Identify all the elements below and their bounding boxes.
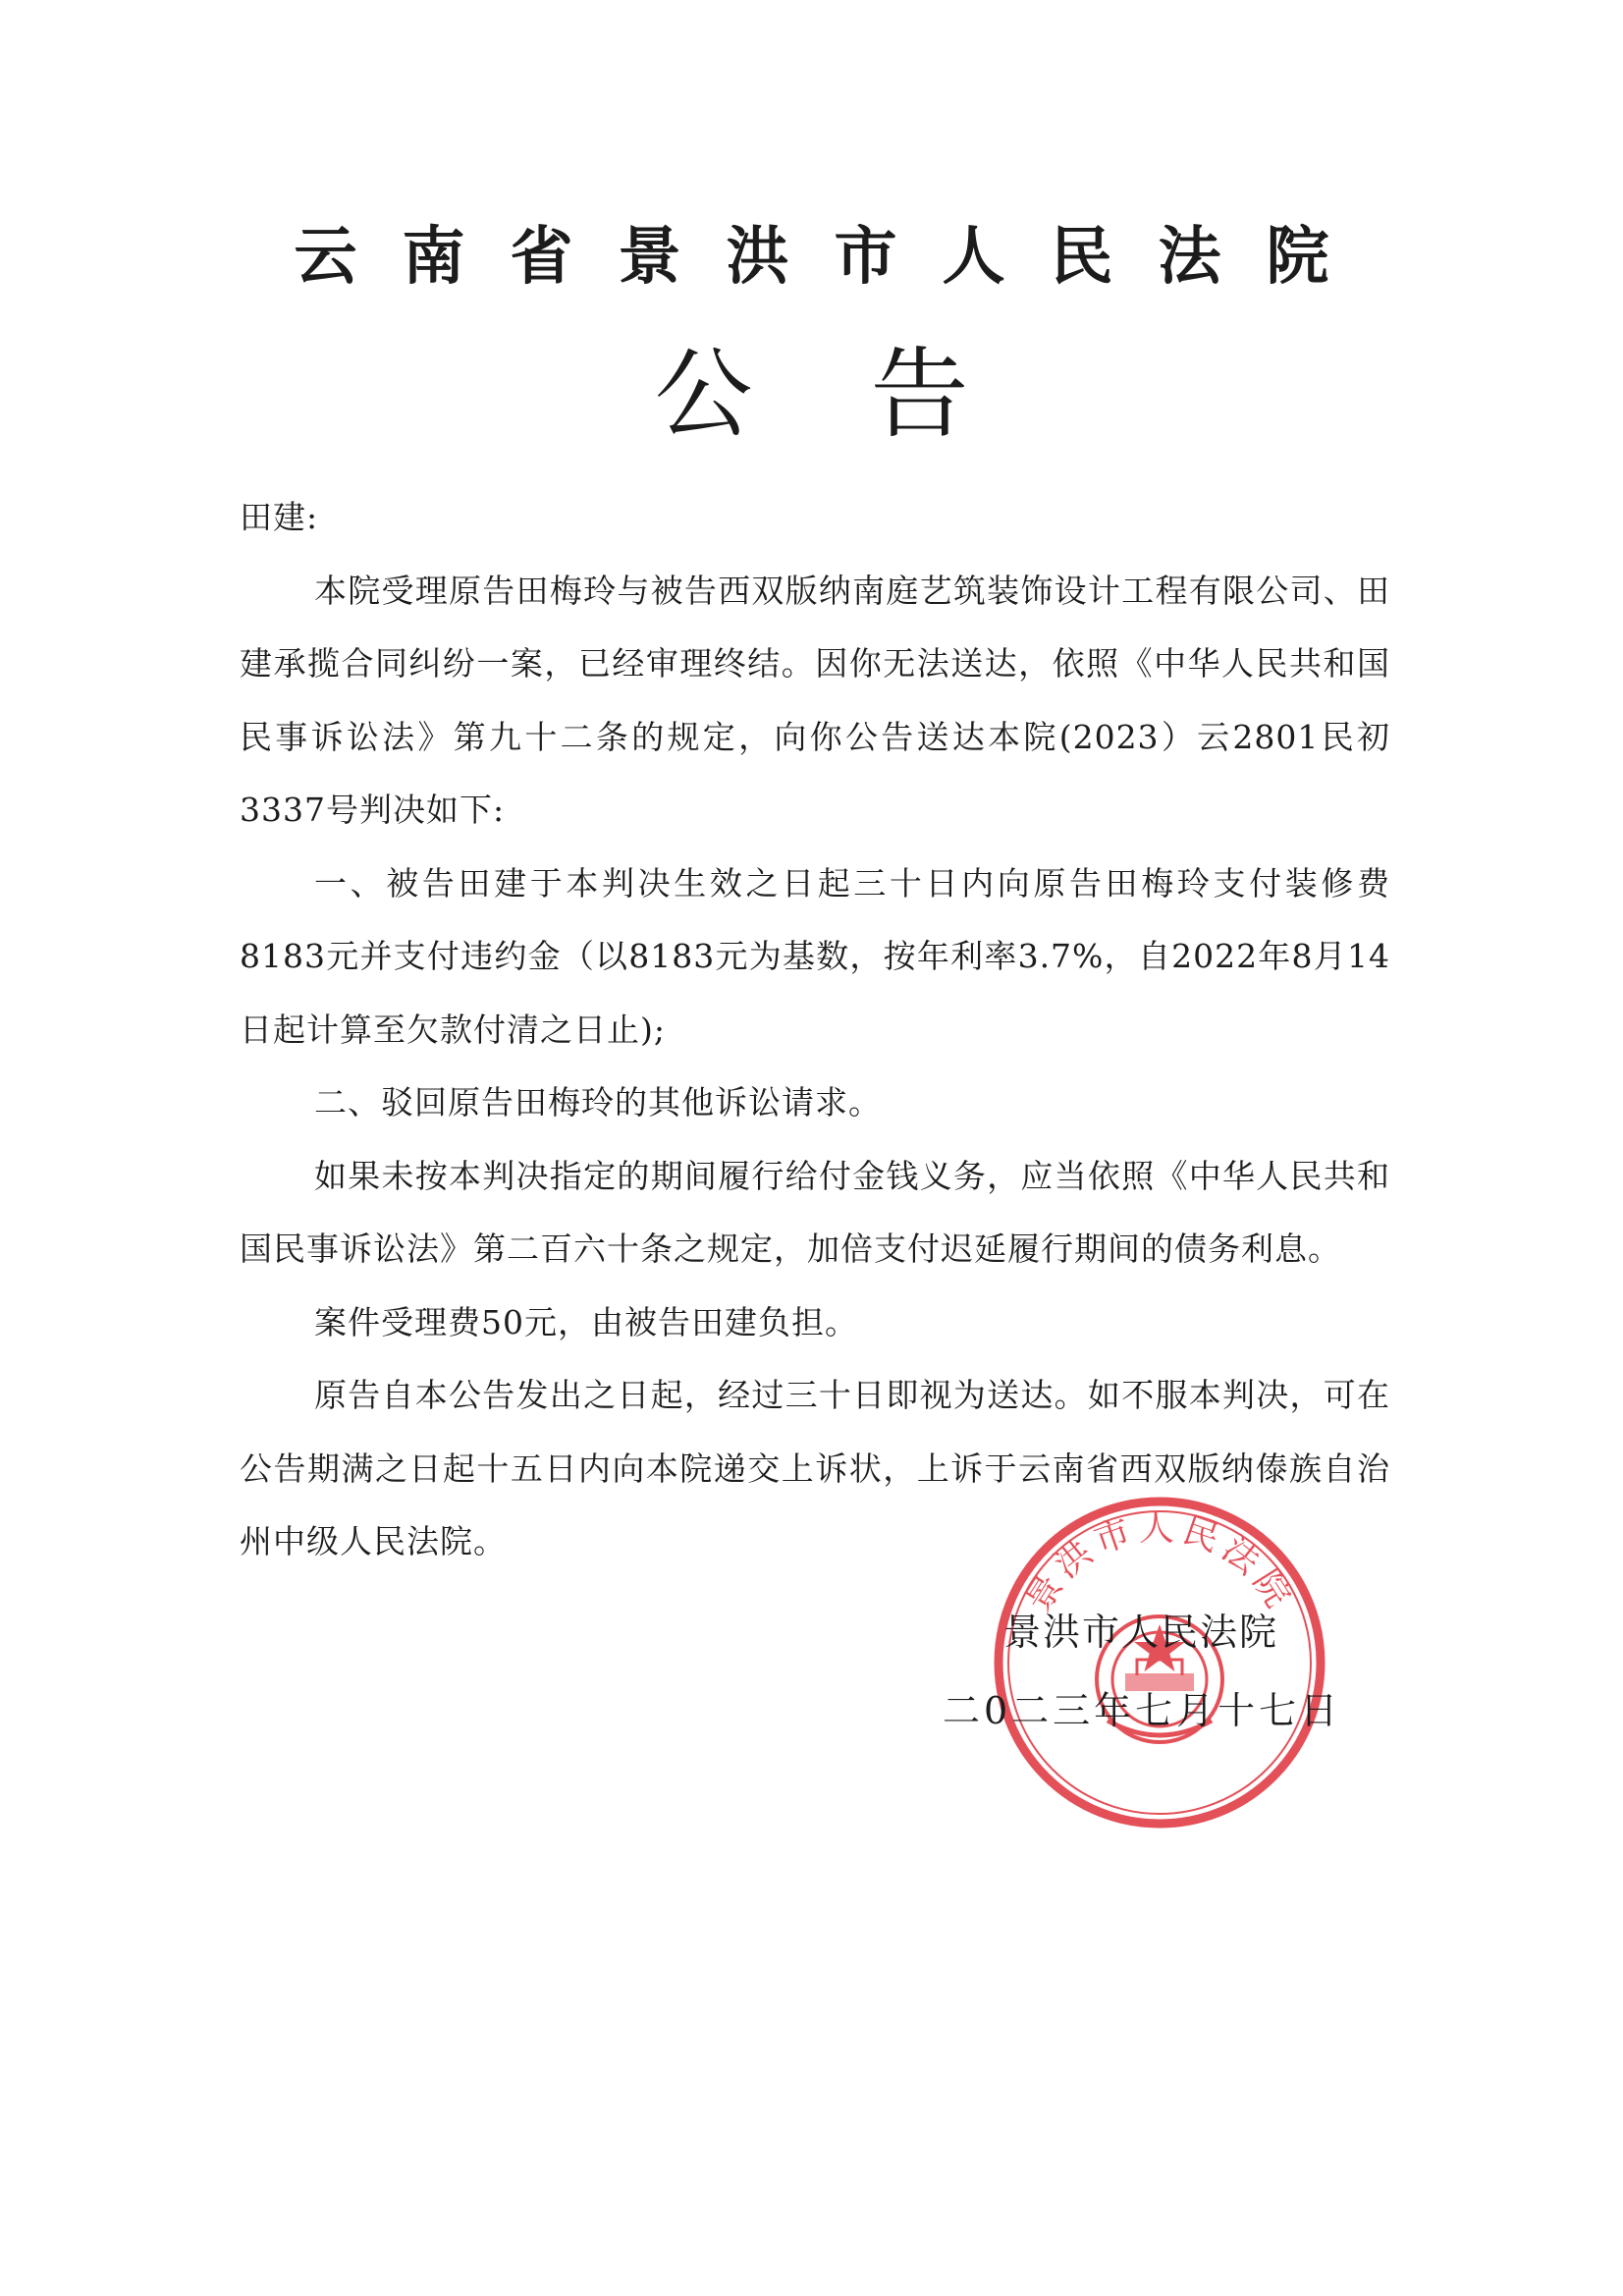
salutation: 田建:	[240, 498, 319, 536]
court-name-heading: 云南省景洪市人民法院	[294, 221, 1375, 294]
paragraph-judgment-item-2: 二、驳回原告田梅玲的其他诉讼请求。	[314, 1083, 882, 1121]
signature-block	[943, 1593, 1394, 1750]
seal-text: 景洪市人民法院	[1017, 1508, 1302, 1619]
paragraph-case-intro: 本院受理原告田梅玲与被告西双版纳南庭艺筑装饰设计工程有限公司、田建承揽合同纠纷一案，已经审理终结。因你无法送达，依照《中华人民共和国民事诉讼法》第九十二条的规定，向你公告送达本院(2023）云2801民初3337号判决如下:	[240, 571, 1390, 829]
notice-title: 公告	[654, 337, 1087, 452]
paragraph-late-interest: 如果未按本判决指定的期间履行给付金钱义务，应当依照《中华人民共和国民事诉讼法》第二百六十条之规定，加倍支付迟延履行期间的债务利息。	[240, 1156, 1390, 1268]
paragraph-judgment-item-1: 一、被告田建于本判决生效之日起三十日内向原告田梅玲支付装修费8183元并支付违约金（以8183元为基数，按年利率3.7%，自2022年8月14日起计算至欠款付清之日止);	[240, 863, 1390, 1049]
paragraph-case-fee: 案件受理费50元，由被告田建负担。	[314, 1302, 858, 1341]
signing-court: 景洪市人民法院	[1003, 1611, 1279, 1654]
notice-body	[240, 481, 1390, 1579]
signing-date: 二0二三年七月十七日	[943, 1689, 1342, 1732]
paragraph-service-appeal: 原告自本公告发出之日起，经过三十日即视为送达。如不服本判决，可在公告期满之日起十五日内向本院递交上诉状，上诉于云南省西双版纳傣族自治州中级人民法院。	[240, 1376, 1390, 1560]
